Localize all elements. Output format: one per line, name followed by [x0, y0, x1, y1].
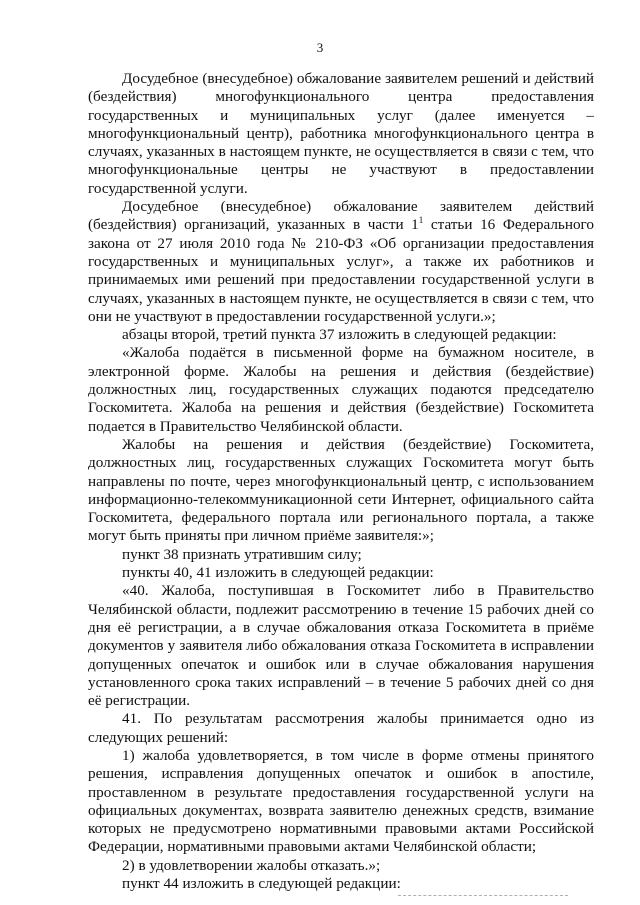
paragraph-point-38: пункт 38 признать утратившим силу;	[122, 545, 362, 563]
document-body	[88, 70, 594, 893]
paragraph-decision-1: 1) жалоба удовлетворяется, в том числе в форме отмены принятого решения, исправления допущенных опечаток и ошибок в апостиле, проставленном в результате предоставления государственной услуги на официальных документах, возврата заявителю денежных средств, взимание которых не предусмотрено нормативными правовыми актами Российской Федерации, нормативными правовыми актами Челябинской области;	[88, 746, 594, 856]
paragraph-organizations-appeal	[88, 198, 594, 326]
paragraph-points-40-41-intro: пункты 40, 41 изложить в следующей редакции:	[122, 564, 434, 582]
paragraph-point-37-intro: абзацы второй, третий пункта 37 изложить в следующей редакции:	[122, 326, 557, 344]
paragraph-organizations-appeal-end: статьи 16 Федерального закона от 27 июля 2010 года № 210-ФЗ «Об организации предоставления государственных и муниципальных услуг», а также их работников и принимаемых ими решений при предоставлении государственной услуги в случаях, указанных в настоящем пункте, не осуществляется в связи с тем, что они не участвуют в предоставлении государственной услуги.»;	[88, 216, 594, 325]
scan-artifact-line	[398, 895, 568, 897]
footnote-superscript: 1	[418, 215, 424, 226]
paragraph-point-44-intro: пункт 44 изложить в следующей редакции:	[122, 875, 401, 893]
page-number: 3	[316, 40, 324, 55]
paragraph-point-41: 41. По результатам рассмотрения жалобы принимается одно из следующих решений:	[88, 710, 594, 746]
paragraph-decision-2: 2) в удовлетворении жалобы отказать.»;	[122, 856, 381, 874]
paragraph-complaint-form: «Жалоба подаётся в письменной форме на бумажном носителе, в электронной форме. Жалобы на решения и действия (бездействие) должностных лиц, государственных служащих подаются председателю Госкомитета. Жалоба на решения и действия (бездействие) Госкомитета подается в Правительство Челябинской области.	[88, 344, 594, 435]
paragraph-organizations-appeal-start: Досудебное (внесудебное) обжалование заявителем действий (бездействия) организаций, указанных в части 1	[88, 198, 594, 234]
paragraph-mfc-appeal: Досудебное (внесудебное) обжалование заявителем решений и действий (бездействия) многофункционального центра предоставления государственных и муниципальных услуг (далее именуется – многофункциональный центр), работника многофункционального центра в случаях, указанных в настоящем пункте, не осуществляется в связи с тем, что многофункциональные центры не участвуют в предоставлении государственной услуги.	[88, 70, 594, 197]
paragraph-point-40: «40. Жалоба, поступившая в Госкомитет либо в Правительство Челябинской области, подлежит рассмотрению в течение 15 рабочих дней со дня её регистрации, а в случае обжалования отказа Госкомитета в приёме документов у заявителя либо обжалования отказа Госкомитета в исправлении допущенных опечаток и ошибок или в случае обжалования нарушения установленного срока таких исправлений – в течение 5 рабочих дней со дня её регистрации.	[88, 582, 594, 710]
paragraph-complaint-channels: Жалобы на решения и действия (бездействие) Госкомитета, должностных лиц, государственных служащих Госкомитета могут быть направлены по почте, через многофункциональный центр, с использованием информационно-телекоммуникационной сети Интернет, официального сайта Госкомитета, федерального портала или регионального портала, а также могут быть приняты при личном приёме заявителя:»;	[88, 435, 594, 545]
